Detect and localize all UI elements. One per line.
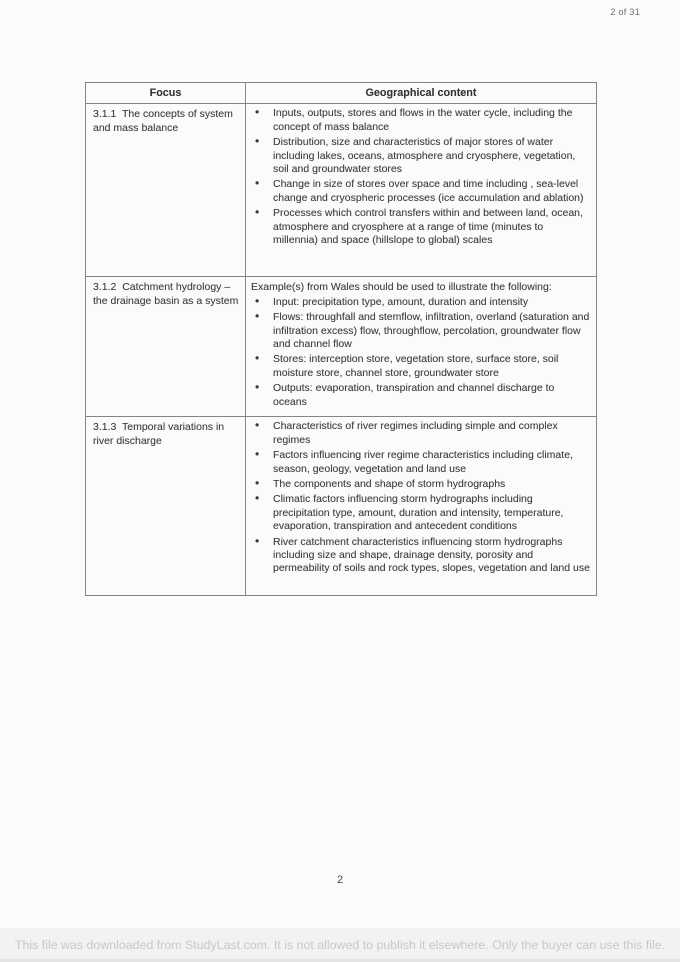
bullet-item: • Characteristics of river regimes including simple and complex regimes	[246, 420, 590, 447]
bullet-item: • Input: precipitation type, amount, duration and intensity	[246, 296, 590, 309]
bullet-item: • Processes which control transfers within and between land, ocean, atmosphere and cryosphere at a range of time (minutes to millennia) and space (hillslope to global) scales	[246, 207, 590, 247]
bullet-item: • Change in size of stores over space and time including , sea-level change and cryospheric processes (ice accumulation and ablation)	[246, 178, 590, 205]
content-cell-3-1-1	[246, 104, 597, 277]
page-indicator: 2 of 31	[610, 7, 640, 17]
bullet-item: • Distribution, size and characteristics of major stores of water including lakes, oceans, atmosphere and cryosphere, vegetation, soil and groundwater stores	[246, 136, 590, 176]
table-row-3-1-2	[86, 277, 597, 417]
content-cell-3-1-3	[246, 417, 597, 596]
bullet-item: • Climatic factors influencing storm hydrographs including precipitation type, amount, duration and intensity, temperature, evaporation, transpiration and antecedent conditions	[246, 493, 590, 533]
focus-cell-3-1-1: 3.1.1 The concepts of system and mass balance	[86, 104, 246, 277]
bullet-item: • Factors influencing river regime characteristics including climate, season, geology, vegetation and land use	[246, 449, 590, 476]
content-cell-3-1-2	[246, 277, 597, 417]
bullet-item: • Inputs, outputs, stores and flows in the water cycle, including the concept of mass balance	[246, 107, 590, 134]
bullet-item: • Stores: interception store, vegetation store, surface store, soil moisture store, channel store, groundwater store	[246, 353, 590, 380]
focus-cell-3-1-3: 3.1.3 Temporal variations in river discharge	[86, 417, 246, 596]
bullet-item: • River catchment characteristics influencing storm hydrographs including size and shape, drainage density, porosity and permeability of soils and rock types, slopes, vegetation and land use	[246, 536, 590, 576]
row-intro-text: Example(s) from Wales should be used to illustrate the following:	[251, 281, 552, 294]
table-row-3-1-1	[86, 104, 597, 277]
footer-notice-text: This file was downloaded from StudyLast.com. It is not allowed to publish it elsewhere. Only the buyer can use this file.	[14, 938, 666, 952]
focus-cell-3-1-2: 3.1.2 Catchment hydrology – the drainage basin as a system	[86, 277, 246, 417]
table-row-3-1-3	[86, 417, 597, 596]
footer-watermark	[0, 928, 680, 962]
bullet-item: • The components and shape of storm hydrographs	[246, 478, 590, 491]
column-header-geographical-content: Geographical content	[246, 83, 597, 104]
bullet-list	[246, 420, 590, 575]
page-number: 2	[336, 874, 344, 886]
bullet-item: • Outputs: evaporation, transpiration and channel discharge to oceans	[246, 382, 590, 409]
table-header-row	[86, 83, 597, 104]
bullet-list	[246, 296, 590, 409]
content-table	[85, 82, 597, 596]
bullet-item: • Flows: throughfall and stemflow, infiltration, overland (saturation and infiltration excess) flow, throughflow, percolation, groundwater flow and channel flow	[246, 311, 590, 351]
column-header-focus: Focus	[86, 83, 246, 104]
bullet-list	[246, 107, 590, 247]
